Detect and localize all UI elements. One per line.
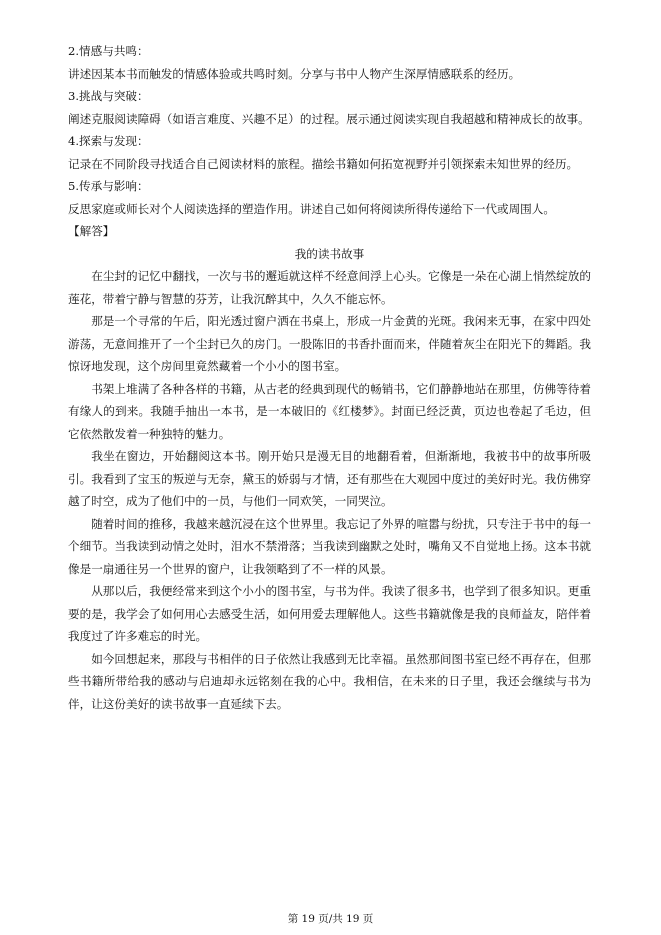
prompt-4-description: 记录在不同阶段寻找适合自己阅读材料的旅程。描绘书籍如何拓宽视野并引领探索未知世界的经历。 [68, 156, 579, 171]
essay-paragraph-4: 我坐在窗边，开始翻阅这本书。刚开始只是漫无目的地翻看着，但渐渐地，我被书中的故事所吸引。我看到了宝玉的叛逆与无奈，黛玉的娇弱与才情，还有那些在大观园中度过的美好时光。我仿佛穿越了时空，成为了他们中的一员，与他们一同欢笑，一同哭泣。 [68, 449, 591, 508]
page-number-footer: 第 19 页/共 19 页 [287, 913, 374, 925]
prompt-4-heading: 4.探索与发现： [68, 134, 149, 148]
prompt-2-description: 讲述因某本书而触发的情感体验或共鸣时刻。分享与书中人物产生深厚情感联系的经历。 [68, 66, 521, 81]
prompt-5-heading: 5.传承与影响： [68, 179, 149, 193]
essay-paragraph-7: 如今回想起来，那段与书相伴的日子依然让我感到无比幸福。虽然那间图书室已经不再存在，但那些书籍所带给我的感动与启迪却永远铭刻在我的心中。我相信，在未来的日子里，我还会继续与书为伴，让这份美好的读书故事一直延续下去。 [68, 651, 591, 711]
prompt-3-description: 阐述克服阅读障碍（如语言难度、兴趣不足）的过程。展示通过阅读实现自我超越和精神成长的故事。 [68, 111, 590, 126]
page-content [68, 40, 591, 715]
prompt-2-heading: 2.情感与共鸣： [68, 44, 149, 58]
essay-paragraph-5: 随着时间的推移，我越来越沉浸在这个世界里。我忘记了外界的喧嚣与纷扰，只专注于书中的每一个细节。当我读到动情之处时，泪水不禁滑落；当我读到幽默之处时，嘴角又不自觉地上扬。这本书就像是一扇通往另一个世界的窗户，让我领略到了不一样的风景。 [68, 516, 591, 576]
essay-paragraph-6: 从那以后，我便经常来到这个小小的图书室，与书为伴。我读了很多书，也学到了很多知识。更重要的是，我学会了如何用心去感受生活，如何用爱去理解他人。这些书籍就像是我的良师益友，陪伴着我度过了许多难忘的时光。 [68, 584, 591, 643]
essay-paragraph-3: 书架上堆满了各种各样的书籍，从古老的经典到现代的畅销书，它们静静地站在那里，仿佛等待着有缘人的到来。我随手抽出一本书，是一本破旧的《红楼梦》。封面已经泛黄，页边也卷起了毛边，但它依然散发着一种独特的魅力。 [68, 381, 591, 441]
essay-paragraph-1: 在尘封的记忆中翻找，一次与书的邂逅就这样不经意间浮上心头。它像是一朵在心湖上悄然绽放的莲花，带着宁静与智慧的芬芳，让我沉醉其中，久久不能忘怀。 [68, 269, 591, 306]
prompt-3-heading: 3.挑战与突破： [68, 89, 149, 103]
answer-label: 【解答】 [68, 224, 115, 238]
essay-title: 我的读书故事 [294, 246, 365, 261]
prompt-5-description: 反思家庭或师长对个人阅读选择的塑造作用。讲述自己如何将阅读所得传递给下一代或周围人。 [68, 201, 555, 216]
essay-paragraph-2: 那是一个寻常的午后，阳光透过窗户洒在书桌上，形成一片金黄的光斑。我闲来无事，在家中四处游荡，无意间推开了一个尘封已久的房门。一股陈旧的书香扑面而来，伴随着灰尘在阳光下的舞蹈。我惊讶地发现，这个房间里竟然藏着一个小小的图书室。 [68, 314, 591, 373]
